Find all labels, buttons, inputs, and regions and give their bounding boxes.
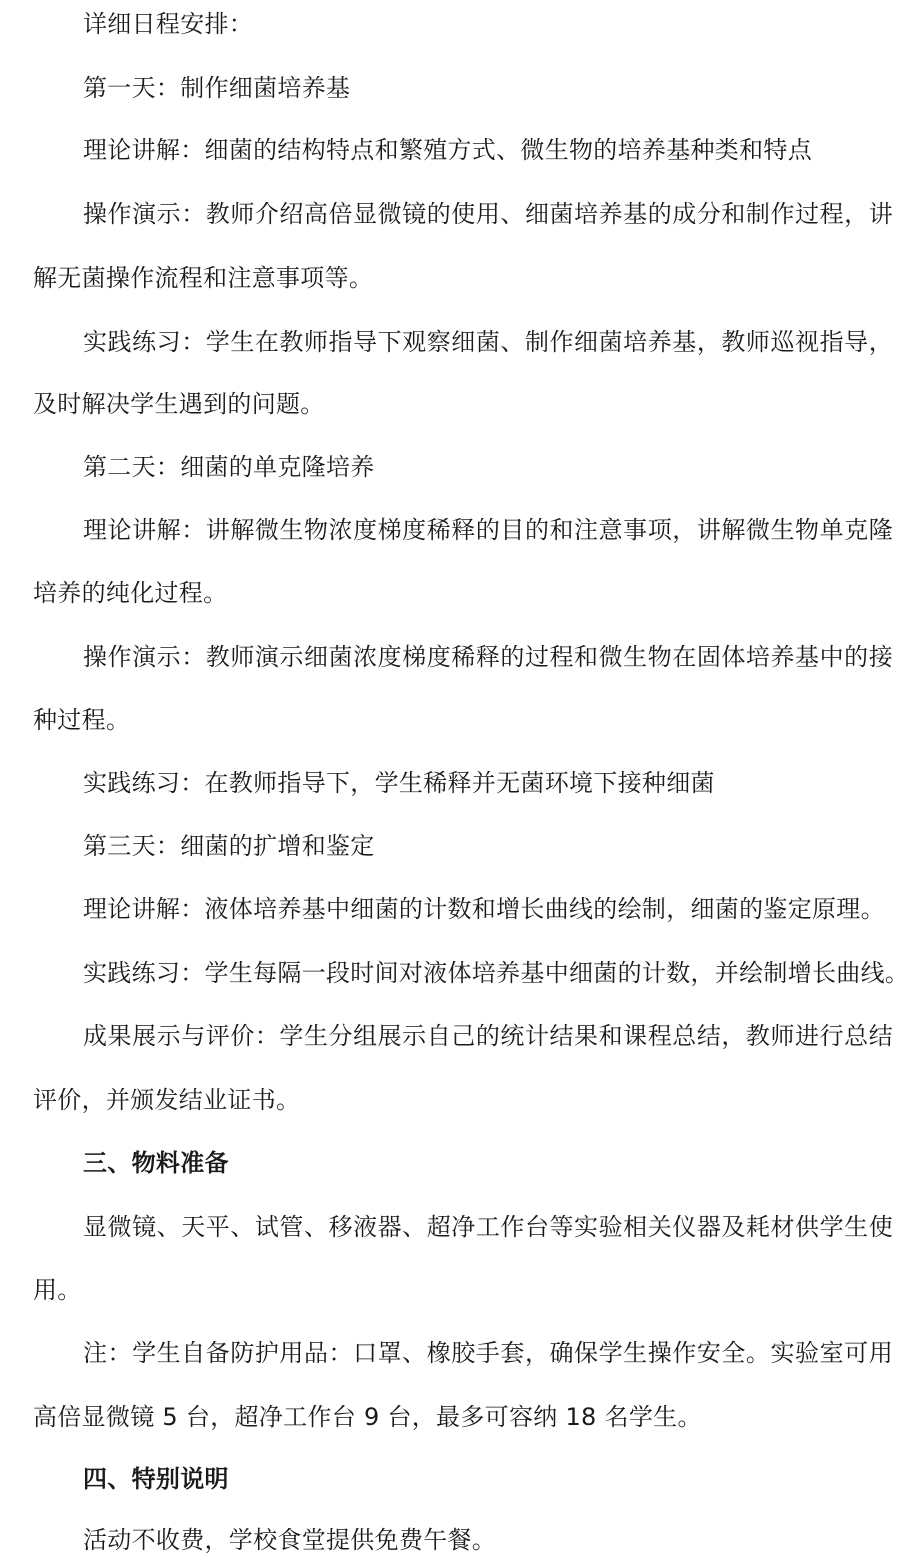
day3-title: 第三天：细菌的扩增和鉴定 [83,832,375,860]
day1-demo-line2: 解无菌操作流程和注意事项等。 [33,264,374,292]
day1-practice-line1: 实践练习：学生在教师指导下观察细菌、制作细菌培养基，教师巡视指导， [83,328,893,356]
day1-practice-line2: 及时解决学生遇到的问题。 [33,390,325,418]
section3-para-line2: 用。 [33,1276,82,1304]
day2-theory-line2: 培养的纯化过程。 [33,579,228,607]
day1-theory: 理论讲解：细菌的结构特点和繁殖方式、微生物的培养基种类和特点 [83,136,812,164]
section4-heading: 四、特别说明 [83,1465,229,1493]
section3-note-line2: 高倍显微镜 5 台，超净工作台 9 台，最多可容纳 18 名学生。 [33,1403,702,1431]
section3-note-line1: 注：学生自备防护用品：口罩、橡胶手套，确保学生操作安全。实验室可用 [83,1339,893,1367]
section3-heading: 三、物料准备 [83,1149,229,1177]
day1-title: 第一天：制作细菌培养基 [83,74,351,102]
day2-demo-line1: 操作演示：教师演示细菌浓度梯度稀释的过程和微生物在固体培养基中的接 [83,643,893,671]
day2-demo-line2: 种过程。 [33,706,131,734]
day3-practice: 实践练习：学生每隔一段时间对液体培养基中细菌的计数，并绘制增长曲线。 [83,959,910,987]
section3-para-line1: 显微镜、天平、试管、移液器、超净工作台等实验相关仪器及耗材供学生使 [83,1213,893,1241]
day2-title: 第二天：细菌的单克隆培养 [83,453,375,481]
day1-demo-line1: 操作演示：教师介绍高倍显微镜的使用、细菌培养基的成分和制作过程，讲 [83,200,893,228]
day2-practice: 实践练习：在教师指导下，学生稀释并无菌环境下接种细菌 [83,769,715,797]
schedule-heading: 详细日程安排： [83,10,254,38]
day2-theory-line1: 理论讲解：讲解微生物浓度梯度稀释的目的和注意事项，讲解微生物单克隆 [83,516,893,544]
day3-showcase-line2: 评价，并颁发结业证书。 [33,1086,301,1114]
day3-showcase-line1: 成果展示与评价：学生分组展示自己的统计结果和课程总结，教师进行总结 [83,1022,893,1050]
section4-para: 活动不收费，学校食堂提供免费午餐。 [83,1526,497,1554]
day3-theory: 理论讲解：液体培养基中细菌的计数和增长曲线的绘制，细菌的鉴定原理。 [83,895,885,923]
